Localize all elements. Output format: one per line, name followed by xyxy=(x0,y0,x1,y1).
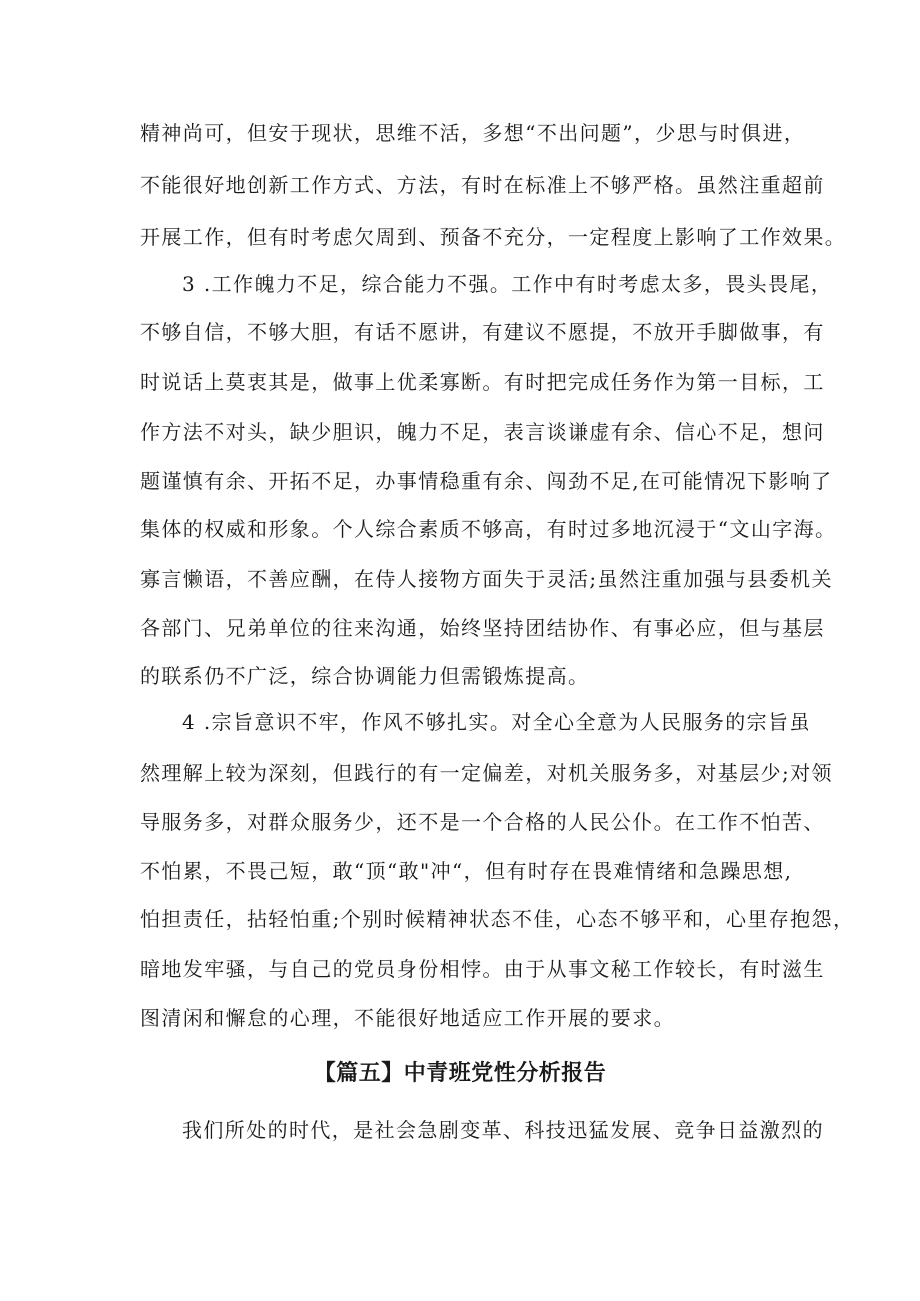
paragraph-line: 作方法不对头，缺少胆识，魄力不足，表言谈谦虚有余、信心不足，想问 xyxy=(140,420,825,444)
paragraph-line: 的联系仍不广泛，综合协调能力但需锻炼提高。 xyxy=(140,664,590,688)
paragraph-line: 精神尚可，但安于现状，思维不活，多想“不出问题”，少思与时俱进， xyxy=(140,121,806,145)
paragraph-line: 3 .工作魄力不足，综合能力不强。工作中有时考虑太多，畏头畏尾， xyxy=(182,272,833,296)
paragraph-line: 怕担责任，拈轻怕重;个别时候精神状态不佳，心态不够平和，心里存抱怨， xyxy=(140,907,855,931)
paragraph-line: 暗地发牢骚，与自己的党员身份相悖。由于从事文秘工作较长，有时滋生 xyxy=(140,957,825,981)
paragraph-line: 题谨慎有余、开拓不足，办事情稳重有余、闯劲不足,在可能情况下影响了 xyxy=(140,469,833,493)
paragraph-line: 时说话上莫衷其是，做事上优柔寡断。有时把完成任务作为第一目标，工 xyxy=(140,370,825,394)
paragraph-line: 不怕累，不畏己短，敢“顶“敢"冲“，但有时存在畏难情绪和急躁思想, xyxy=(140,859,793,883)
paragraph-line: 不能很好地创新工作方式、方法，有时在标准上不够严格。虽然注重超前 xyxy=(140,173,825,197)
paragraph-line: 集体的权威和形象。个人综合素质不够高，有时过多地沉浸于“文山字海。 xyxy=(140,517,837,541)
section-heading: 【篇五】中青班党性分析报告 xyxy=(313,1061,607,1086)
paragraph-line: 不够自信，不够大胆，有话不愿讲，有建议不愿提，不放开手脚做事，有 xyxy=(140,320,825,344)
paragraph-line: 导服务多，对群众服务少，还不是一个合格的人民公仆。在工作不怕苦、 xyxy=(140,810,825,834)
paragraph-line: 开展工作，但有时考虑欠周到、预备不充分，一定程度上影响了工作效果。 xyxy=(140,225,847,249)
paragraph-line: 然理解上较为深刻，但践行的有一定偏差，对机关服务多，对基层少;对领 xyxy=(140,761,833,785)
paragraph-line: 寡言懒语，不善应酬，在侍人接物方面失于灵活;虽然注重加强与县委机关 xyxy=(140,567,833,591)
paragraph-line: 各部门、兄弟单位的往来沟通，始终坚持团结协作、有事必应，但与基层 xyxy=(140,616,825,640)
paragraph-line: 图清闲和懈怠的心理，不能很好地适应工作开展的要求。 xyxy=(140,1006,675,1030)
paragraph-line: 我们所处的时代，是社会急剧变革、科技迅猛发展、竞争日益激烈的 xyxy=(182,1118,824,1142)
paragraph-line: 4 .宗旨意识不牢，作风不够扎实。对全心全意为人民服务的宗旨虽 xyxy=(182,710,811,734)
